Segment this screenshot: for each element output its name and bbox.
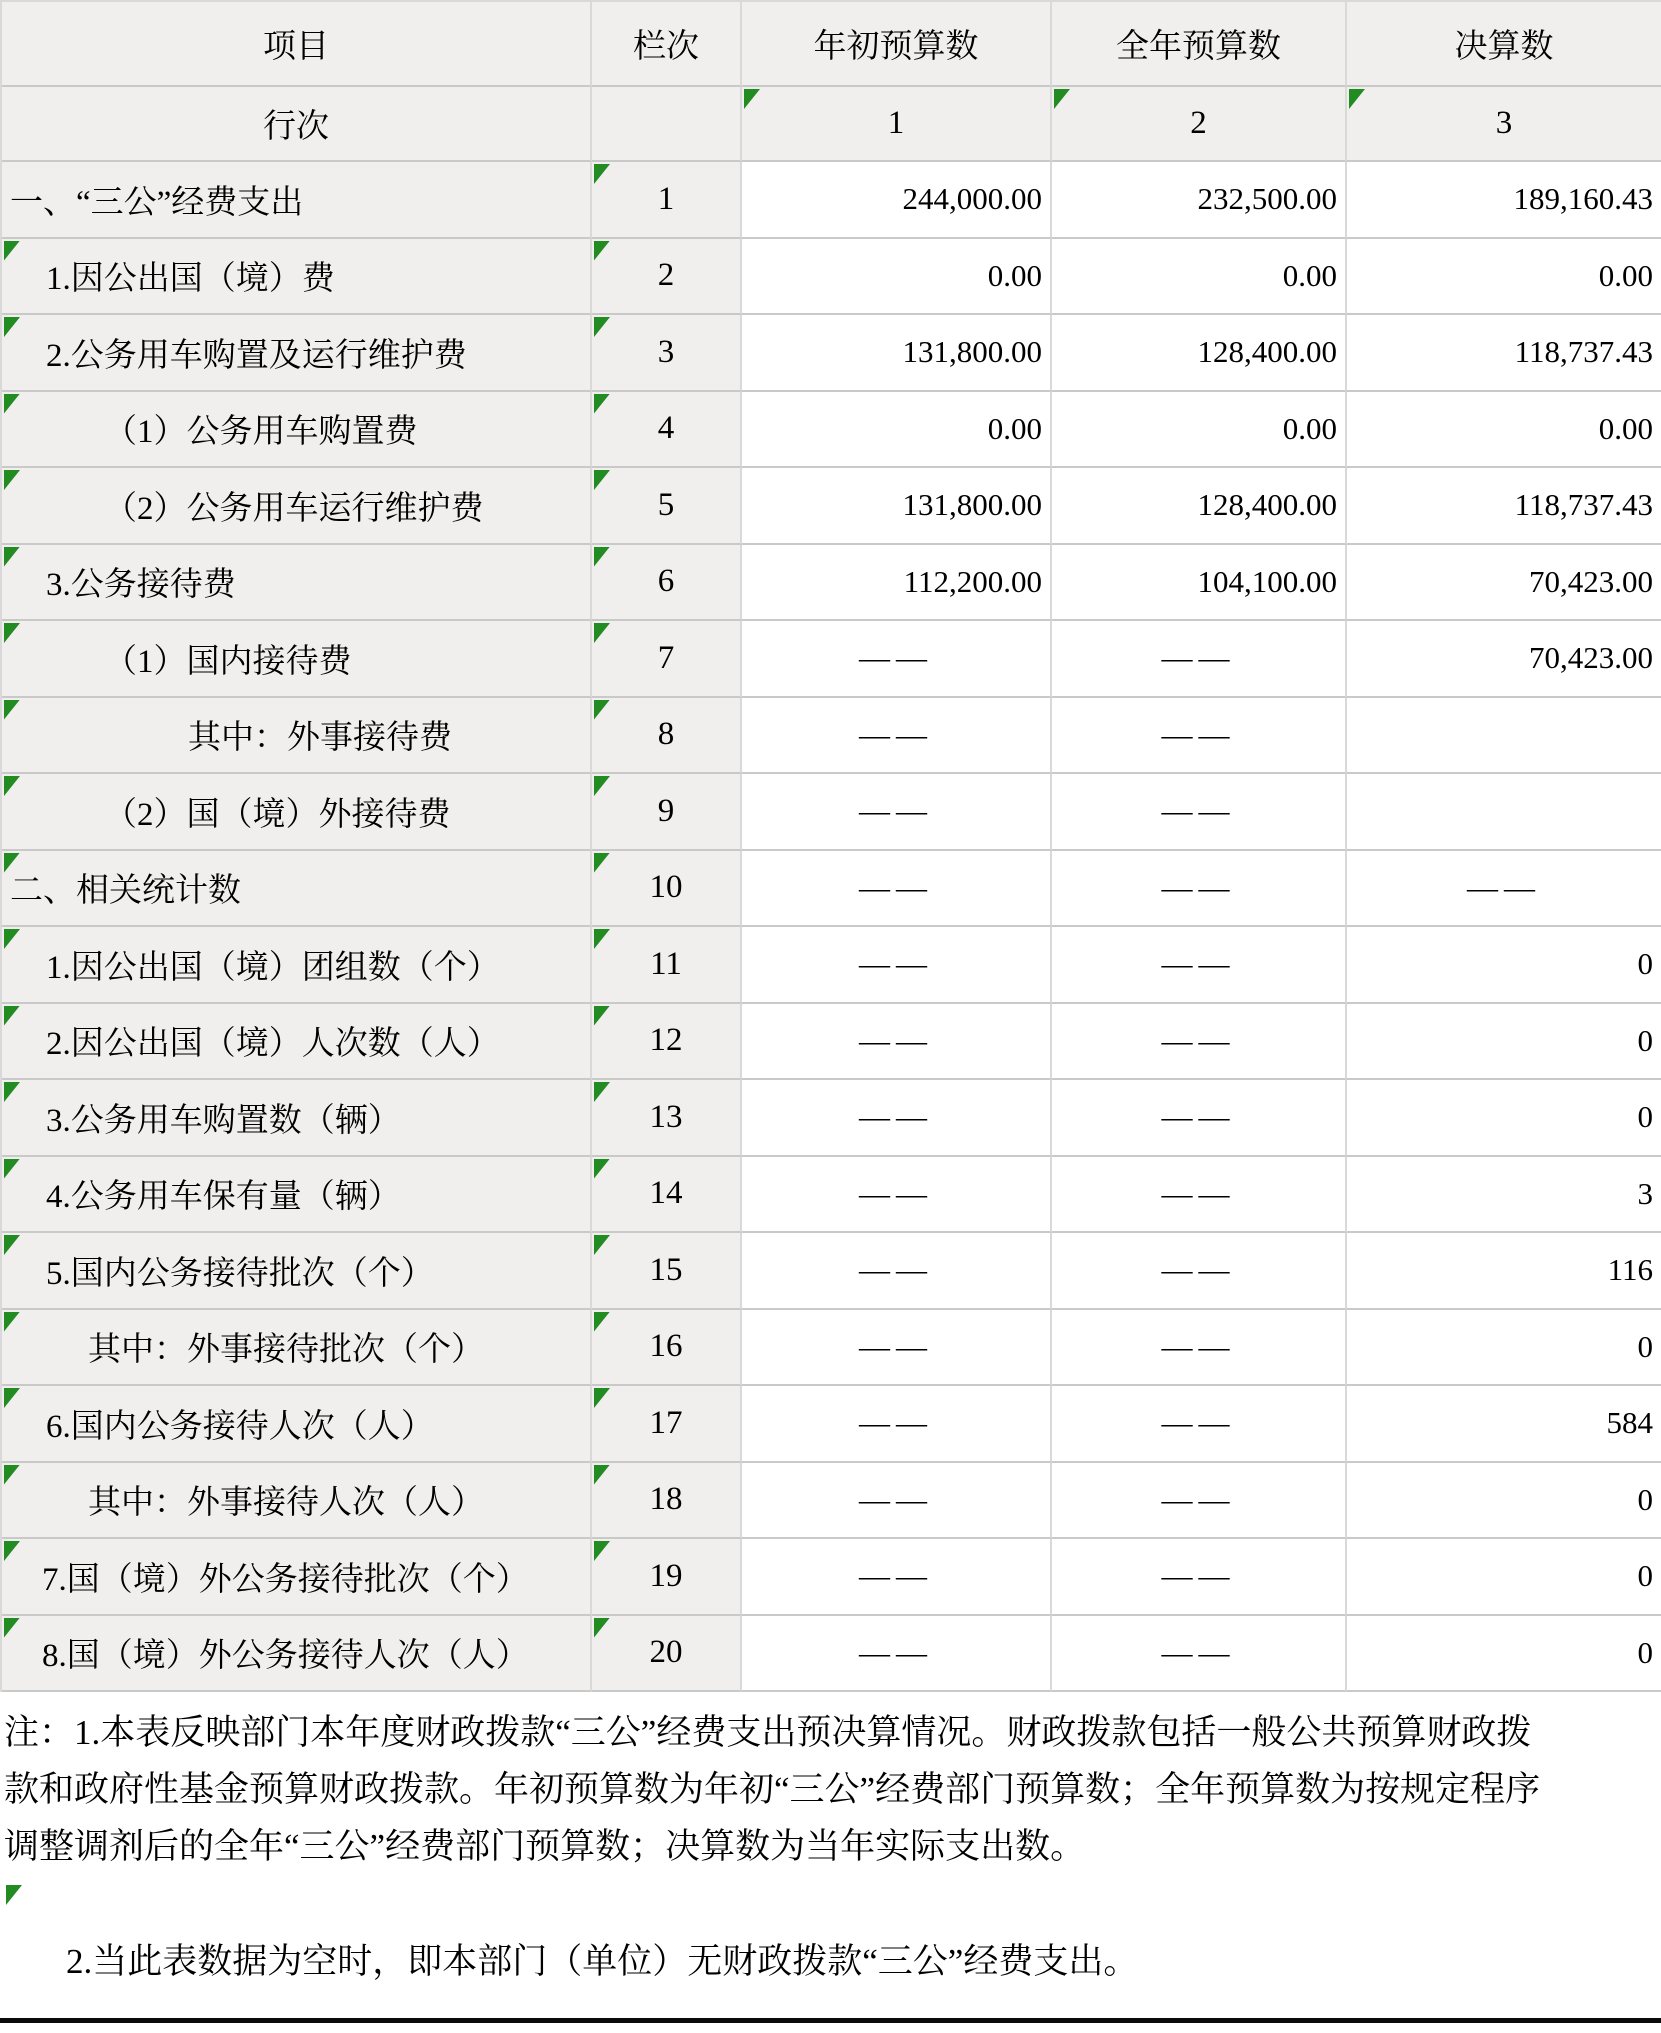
green-corner-marker-icon bbox=[4, 1312, 20, 1332]
row-label-cell[interactable] bbox=[2, 239, 592, 316]
value-cell[interactable] bbox=[1347, 621, 1661, 698]
value-text: 0 bbox=[1637, 1328, 1653, 1364]
value-text: —— bbox=[1161, 869, 1236, 905]
row-number-cell[interactable] bbox=[592, 698, 742, 775]
value-cell[interactable] bbox=[1347, 545, 1661, 622]
green-corner-marker-icon bbox=[594, 700, 610, 720]
row-number-text: 1 bbox=[657, 180, 675, 217]
green-corner-marker-icon bbox=[4, 470, 20, 490]
row-number-text: 2 bbox=[657, 257, 675, 294]
green-corner-marker-icon bbox=[594, 776, 610, 796]
value-text: 0.00 bbox=[1598, 410, 1653, 446]
value-cell[interactable] bbox=[1052, 162, 1347, 239]
value-text: 104,100.00 bbox=[1197, 563, 1337, 599]
row-label-text: 1.因公出国（境）费 bbox=[46, 261, 335, 298]
value-cell[interactable] bbox=[1052, 1080, 1347, 1157]
row-number-text: 18 bbox=[649, 1481, 683, 1518]
value-cell[interactable] bbox=[1347, 1310, 1661, 1387]
value-text: —— bbox=[1161, 640, 1236, 676]
value-cell[interactable] bbox=[1347, 1157, 1661, 1234]
header-item-label: 项目 bbox=[263, 29, 329, 65]
value-cell[interactable] bbox=[742, 468, 1052, 545]
row-number-text: 5 bbox=[657, 486, 675, 523]
value-cell[interactable] bbox=[742, 621, 1052, 698]
header-cell-colnum-1[interactable] bbox=[742, 87, 1052, 162]
value-cell[interactable] bbox=[742, 1310, 1052, 1387]
row-label-text: 7.国（境）外公务接待批次（个） bbox=[42, 1561, 529, 1598]
value-text: —— bbox=[1161, 946, 1236, 982]
row-number-cell[interactable] bbox=[592, 1004, 742, 1081]
row-number-cell[interactable] bbox=[592, 1310, 742, 1387]
header-cell-empty[interactable] bbox=[592, 87, 742, 162]
note2: 2.当此表数据为空时，即本部门（单位）无财政拨款“三公”经费支出。 bbox=[66, 1942, 1139, 1981]
row-number-cell[interactable] bbox=[592, 162, 742, 239]
green-corner-marker-icon bbox=[4, 547, 20, 567]
green-corner-marker-icon bbox=[1349, 89, 1365, 109]
value-text: —— bbox=[1161, 1558, 1236, 1594]
row-label-cell[interactable] bbox=[2, 545, 592, 622]
row-number-text: 10 bbox=[649, 869, 683, 906]
value-text: —— bbox=[859, 1481, 933, 1517]
row-number-text: 12 bbox=[649, 1022, 683, 1059]
value-cell[interactable] bbox=[742, 545, 1052, 622]
value-cell[interactable] bbox=[1347, 162, 1661, 239]
row-label-cell[interactable] bbox=[2, 1310, 592, 1387]
green-corner-marker-icon bbox=[594, 164, 610, 184]
value-text: 112,200.00 bbox=[903, 563, 1042, 599]
value-cell[interactable] bbox=[1052, 545, 1347, 622]
row-label-text: （2）国（境）外接待费 bbox=[104, 796, 451, 833]
value-text: 0.00 bbox=[987, 410, 1042, 446]
header-cell-column-index[interactable] bbox=[592, 2, 742, 87]
row-label-cell[interactable] bbox=[2, 1004, 592, 1081]
green-corner-marker-icon bbox=[4, 1388, 20, 1408]
header-cell-colnum-3[interactable] bbox=[1347, 87, 1661, 162]
value-text: 0 bbox=[1637, 946, 1653, 982]
value-text: —— bbox=[859, 869, 933, 905]
value-text: 232,500.00 bbox=[1197, 181, 1337, 217]
value-cell[interactable] bbox=[1347, 698, 1661, 775]
row-number-text: 11 bbox=[650, 945, 682, 982]
value-text: —— bbox=[859, 1328, 933, 1364]
header-final-accounts-label: 决算数 bbox=[1454, 29, 1554, 65]
row-label-text: （2）公务用车运行维护费 bbox=[104, 490, 484, 527]
row-number-text: 19 bbox=[649, 1557, 683, 1594]
colnum-2-label: 2 bbox=[1190, 105, 1207, 141]
green-corner-marker-icon bbox=[594, 547, 610, 567]
row-number-text: 3 bbox=[657, 333, 675, 370]
row-number-cell[interactable] bbox=[592, 1233, 742, 1310]
green-corner-marker-icon bbox=[594, 1082, 610, 1102]
value-text: —— bbox=[859, 1634, 933, 1670]
value-text: 131,800.00 bbox=[902, 334, 1042, 370]
green-corner-marker-icon bbox=[594, 1465, 610, 1485]
value-text: 128,400.00 bbox=[1197, 487, 1337, 523]
colnum-1-label: 1 bbox=[887, 105, 905, 141]
value-cell[interactable] bbox=[1052, 1310, 1347, 1387]
value-cell[interactable] bbox=[1347, 1463, 1661, 1540]
value-text: —— bbox=[1161, 1022, 1236, 1058]
value-cell[interactable] bbox=[1347, 315, 1661, 392]
value-cell[interactable] bbox=[1052, 698, 1347, 775]
row-number-text: 7 bbox=[657, 639, 675, 676]
row-number-cell[interactable] bbox=[592, 1463, 742, 1540]
row-label-cell[interactable] bbox=[2, 162, 592, 239]
value-cell[interactable] bbox=[1052, 1157, 1347, 1234]
green-corner-marker-icon bbox=[594, 1235, 610, 1255]
row-label-text: 5.国内公务接待批次（个） bbox=[46, 1255, 434, 1292]
value-cell[interactable] bbox=[1052, 927, 1347, 1004]
row-number-cell[interactable] bbox=[592, 1157, 742, 1234]
value-text: 0 bbox=[1637, 1099, 1653, 1135]
header-cell-final-accounts[interactable] bbox=[1347, 2, 1661, 87]
value-cell[interactable] bbox=[1052, 851, 1347, 928]
row-number-text: 20 bbox=[649, 1634, 683, 1671]
row-label-cell[interactable] bbox=[2, 927, 592, 1004]
value-cell[interactable] bbox=[1052, 315, 1347, 392]
row-number-cell[interactable] bbox=[592, 1616, 742, 1693]
green-corner-marker-icon bbox=[594, 394, 610, 414]
green-corner-marker-icon bbox=[594, 1618, 610, 1638]
green-corner-marker-icon bbox=[594, 470, 610, 490]
green-corner-marker-icon bbox=[6, 1885, 22, 1905]
note1-line2: 款和政府性基金预算财政拨款。年初预算数为年初“三公”经费部门预算数；全年预算数为按规定程序 bbox=[4, 1770, 1541, 1809]
row-label-cell[interactable] bbox=[2, 392, 592, 469]
value-text: 3 bbox=[1637, 1175, 1653, 1211]
green-corner-marker-icon bbox=[4, 1541, 20, 1561]
row-number-text: 4 bbox=[657, 410, 675, 447]
value-text: 0 bbox=[1637, 1022, 1653, 1058]
value-cell[interactable] bbox=[1347, 1233, 1661, 1310]
row-number-cell[interactable] bbox=[592, 1539, 742, 1616]
row-number-cell[interactable] bbox=[592, 621, 742, 698]
row-label-text: 其中：外事接待批次（个） bbox=[88, 1332, 484, 1369]
row-number-cell[interactable] bbox=[592, 927, 742, 1004]
value-text: —— bbox=[1161, 716, 1236, 752]
value-text: 0.00 bbox=[987, 257, 1042, 293]
value-text: —— bbox=[859, 1405, 933, 1441]
row-label-text: 3.公务用车购置数（辆） bbox=[46, 1102, 401, 1139]
empty-marked-row bbox=[4, 1875, 1661, 1919]
row-label-text: （1）公务用车购置费 bbox=[104, 414, 418, 451]
value-cell[interactable] bbox=[1347, 239, 1661, 316]
value-cell[interactable] bbox=[742, 927, 1052, 1004]
row-label-cell[interactable] bbox=[2, 1616, 592, 1693]
green-corner-marker-icon bbox=[4, 317, 20, 337]
green-corner-marker-icon bbox=[4, 623, 20, 643]
value-text: 118,737.43 bbox=[1514, 487, 1653, 523]
green-corner-marker-icon bbox=[4, 1465, 20, 1485]
value-text: —— bbox=[859, 640, 933, 676]
value-text: —— bbox=[1161, 793, 1236, 829]
row-label-text: 一、“三公”经费支出 bbox=[10, 184, 304, 221]
row-number-text: 9 bbox=[657, 792, 675, 829]
value-text: —— bbox=[1161, 1175, 1236, 1211]
value-text: 0 bbox=[1637, 1558, 1653, 1594]
value-text: —— bbox=[859, 793, 933, 829]
value-cell[interactable] bbox=[742, 1004, 1052, 1081]
value-cell[interactable] bbox=[742, 1386, 1052, 1463]
value-cell[interactable] bbox=[1347, 1539, 1661, 1616]
row-number-cell[interactable] bbox=[592, 315, 742, 392]
value-cell[interactable] bbox=[1347, 392, 1661, 469]
value-text: —— bbox=[1161, 1252, 1236, 1288]
green-corner-marker-icon bbox=[594, 1006, 610, 1026]
value-text: —— bbox=[859, 1175, 933, 1211]
value-text: —— bbox=[859, 1022, 933, 1058]
row-label-cell[interactable] bbox=[2, 621, 592, 698]
row-number-text: 13 bbox=[649, 1098, 683, 1135]
row-label-text: 2.因公出国（境）人次数（人） bbox=[46, 1026, 500, 1063]
value-cell[interactable] bbox=[1052, 1539, 1347, 1616]
row-number-text: 15 bbox=[649, 1251, 683, 1288]
value-cell[interactable] bbox=[742, 1157, 1052, 1234]
value-cell[interactable] bbox=[742, 851, 1052, 928]
value-text: 116 bbox=[1607, 1252, 1653, 1288]
row-number-cell[interactable] bbox=[592, 851, 742, 928]
green-corner-marker-icon bbox=[594, 929, 610, 949]
header-column-index-label: 栏次 bbox=[633, 29, 699, 65]
row-number-text: 6 bbox=[657, 563, 675, 600]
row-label-text: 3.公务接待费 bbox=[46, 567, 236, 604]
green-corner-marker-icon bbox=[4, 241, 20, 261]
value-cell[interactable] bbox=[742, 392, 1052, 469]
row-label-text: 其中：外事接待人次（人） bbox=[88, 1485, 484, 1522]
value-text: —— bbox=[859, 1099, 933, 1135]
value-text: —— bbox=[859, 716, 933, 752]
colnum-3-label: 3 bbox=[1495, 105, 1513, 141]
row-label-cell[interactable] bbox=[2, 315, 592, 392]
row-label-text: 4.公务用车保有量（辆） bbox=[46, 1179, 401, 1216]
row-label-cell[interactable] bbox=[2, 1539, 592, 1616]
value-cell[interactable] bbox=[1052, 1386, 1347, 1463]
header-cell-initial-budget[interactable] bbox=[742, 2, 1052, 87]
row-label-cell[interactable] bbox=[2, 774, 592, 851]
row-number-cell[interactable] bbox=[592, 774, 742, 851]
row-number-cell[interactable] bbox=[592, 392, 742, 469]
value-cell[interactable] bbox=[1052, 621, 1347, 698]
value-text: 0.00 bbox=[1282, 257, 1337, 293]
value-cell[interactable] bbox=[1052, 774, 1347, 851]
value-cell[interactable] bbox=[742, 239, 1052, 316]
value-text: —— bbox=[1161, 1405, 1236, 1441]
value-cell[interactable] bbox=[742, 1616, 1052, 1693]
value-text: —— bbox=[1467, 869, 1541, 905]
bottom-border-rule bbox=[0, 2018, 1661, 2023]
value-cell[interactable] bbox=[742, 162, 1052, 239]
row-number-cell[interactable] bbox=[592, 1080, 742, 1157]
green-corner-marker-icon bbox=[594, 853, 610, 873]
green-corner-marker-icon bbox=[594, 317, 610, 337]
green-corner-marker-icon bbox=[594, 1388, 610, 1408]
row-label-text: （1）国内接待费 bbox=[104, 643, 352, 680]
value-text: 0 bbox=[1637, 1481, 1653, 1517]
header-cell-fullyear-budget[interactable] bbox=[1052, 2, 1347, 87]
value-text: —— bbox=[859, 1252, 933, 1288]
row-label-cell[interactable] bbox=[2, 1157, 592, 1234]
green-corner-marker-icon bbox=[4, 1006, 20, 1026]
value-text: —— bbox=[859, 1558, 933, 1594]
green-corner-marker-icon bbox=[594, 1312, 610, 1332]
value-cell[interactable] bbox=[742, 698, 1052, 775]
row-number-cell[interactable] bbox=[592, 1386, 742, 1463]
header-fullyear-budget-label: 全年预算数 bbox=[1116, 29, 1281, 65]
value-cell[interactable] bbox=[1347, 1616, 1661, 1693]
header-cell-colnum-2[interactable] bbox=[1052, 87, 1347, 162]
row-label-cell[interactable] bbox=[2, 1463, 592, 1540]
value-text: 189,160.43 bbox=[1513, 181, 1653, 217]
value-text: —— bbox=[1161, 1099, 1236, 1135]
row-label-cell[interactable] bbox=[2, 698, 592, 775]
header-initial-budget-label: 年初预算数 bbox=[813, 29, 979, 65]
value-cell[interactable] bbox=[742, 315, 1052, 392]
value-cell[interactable] bbox=[742, 1463, 1052, 1540]
row-label-cell[interactable] bbox=[2, 1233, 592, 1310]
footnotes bbox=[0, 1704, 1661, 1990]
value-text: —— bbox=[1161, 1634, 1236, 1670]
row-label-text: 8.国（境）外公务接待人次（人） bbox=[42, 1638, 529, 1675]
value-cell[interactable] bbox=[1347, 1386, 1661, 1463]
green-corner-marker-icon bbox=[4, 1235, 20, 1255]
green-corner-marker-icon bbox=[4, 1159, 20, 1179]
value-text: —— bbox=[1161, 1481, 1236, 1517]
row-label-text: 其中：外事接待费 bbox=[188, 720, 452, 757]
green-corner-marker-icon bbox=[4, 1082, 20, 1102]
note1-line3: 调整调剂后的全年“三公”经费部门预算数；决算数为当年实际支出数。 bbox=[4, 1827, 1086, 1866]
value-text: 584 bbox=[1606, 1405, 1653, 1441]
value-cell[interactable] bbox=[1052, 239, 1347, 316]
value-cell[interactable] bbox=[1347, 927, 1661, 1004]
value-text: —— bbox=[1161, 1328, 1236, 1364]
header-cell-row-index[interactable] bbox=[2, 87, 592, 162]
note1-line1: 注：1.本表反映部门本年度财政拨款“三公”经费支出预决算情况。财政拨款包括一般公共预算财政拨 bbox=[4, 1713, 1532, 1752]
green-corner-marker-icon bbox=[594, 623, 610, 643]
value-cell[interactable] bbox=[1052, 1233, 1347, 1310]
green-corner-marker-icon bbox=[4, 700, 20, 720]
green-corner-marker-icon bbox=[594, 241, 610, 261]
row-label-cell[interactable] bbox=[2, 1386, 592, 1463]
value-cell[interactable] bbox=[1347, 1080, 1661, 1157]
green-corner-marker-icon bbox=[744, 89, 760, 109]
value-cell[interactable] bbox=[1052, 392, 1347, 469]
green-corner-marker-icon bbox=[594, 1541, 610, 1561]
row-label-text: 2.公务用车购置及运行维护费 bbox=[46, 337, 467, 374]
header-row-index-label: 行次 bbox=[263, 109, 329, 145]
green-corner-marker-icon bbox=[4, 1618, 20, 1638]
row-number-cell[interactable] bbox=[592, 468, 742, 545]
row-label-text: 6.国内公务接待人次（人） bbox=[46, 1408, 434, 1445]
green-corner-marker-icon bbox=[4, 929, 20, 949]
header-cell-item[interactable] bbox=[2, 2, 592, 87]
row-label-cell[interactable] bbox=[2, 851, 592, 928]
row-number-text: 8 bbox=[657, 716, 675, 753]
green-corner-marker-icon bbox=[1054, 89, 1070, 109]
value-cell[interactable] bbox=[742, 774, 1052, 851]
value-text: 118,737.43 bbox=[1514, 334, 1653, 370]
green-corner-marker-icon bbox=[4, 394, 20, 414]
value-cell[interactable] bbox=[742, 1233, 1052, 1310]
row-label-text: 二、相关统计数 bbox=[10, 873, 241, 910]
row-number-text: 16 bbox=[649, 1328, 683, 1365]
row-number-text: 14 bbox=[649, 1175, 683, 1212]
value-text: 0.00 bbox=[1282, 410, 1337, 446]
value-cell[interactable] bbox=[1052, 1463, 1347, 1540]
value-cell[interactable] bbox=[1347, 851, 1661, 928]
row-number-cell[interactable] bbox=[592, 545, 742, 622]
value-text: 244,000.00 bbox=[902, 181, 1042, 217]
row-label-cell[interactable] bbox=[2, 468, 592, 545]
value-text: 70,423.00 bbox=[1529, 640, 1653, 676]
value-cell[interactable] bbox=[742, 1539, 1052, 1616]
value-cell[interactable] bbox=[742, 1080, 1052, 1157]
value-cell[interactable] bbox=[1052, 1004, 1347, 1081]
row-number-text: 17 bbox=[649, 1404, 683, 1441]
value-cell[interactable] bbox=[1052, 1616, 1347, 1693]
value-cell[interactable] bbox=[1052, 468, 1347, 545]
value-text: 0.00 bbox=[1598, 257, 1653, 293]
value-cell[interactable] bbox=[1347, 468, 1661, 545]
green-corner-marker-icon bbox=[4, 776, 20, 796]
value-cell[interactable] bbox=[1347, 774, 1661, 851]
row-number-cell[interactable] bbox=[592, 239, 742, 316]
value-text: 70,423.00 bbox=[1529, 563, 1653, 599]
row-label-cell[interactable] bbox=[2, 1080, 592, 1157]
value-text: 131,800.00 bbox=[902, 487, 1042, 523]
value-cell[interactable] bbox=[1347, 1004, 1661, 1081]
row-label-text: 1.因公出国（境）团组数（个） bbox=[46, 949, 500, 986]
value-text: 0 bbox=[1637, 1634, 1653, 1670]
value-text: —— bbox=[859, 946, 933, 982]
green-corner-marker-icon bbox=[594, 1159, 610, 1179]
value-text: 128,400.00 bbox=[1197, 334, 1337, 370]
